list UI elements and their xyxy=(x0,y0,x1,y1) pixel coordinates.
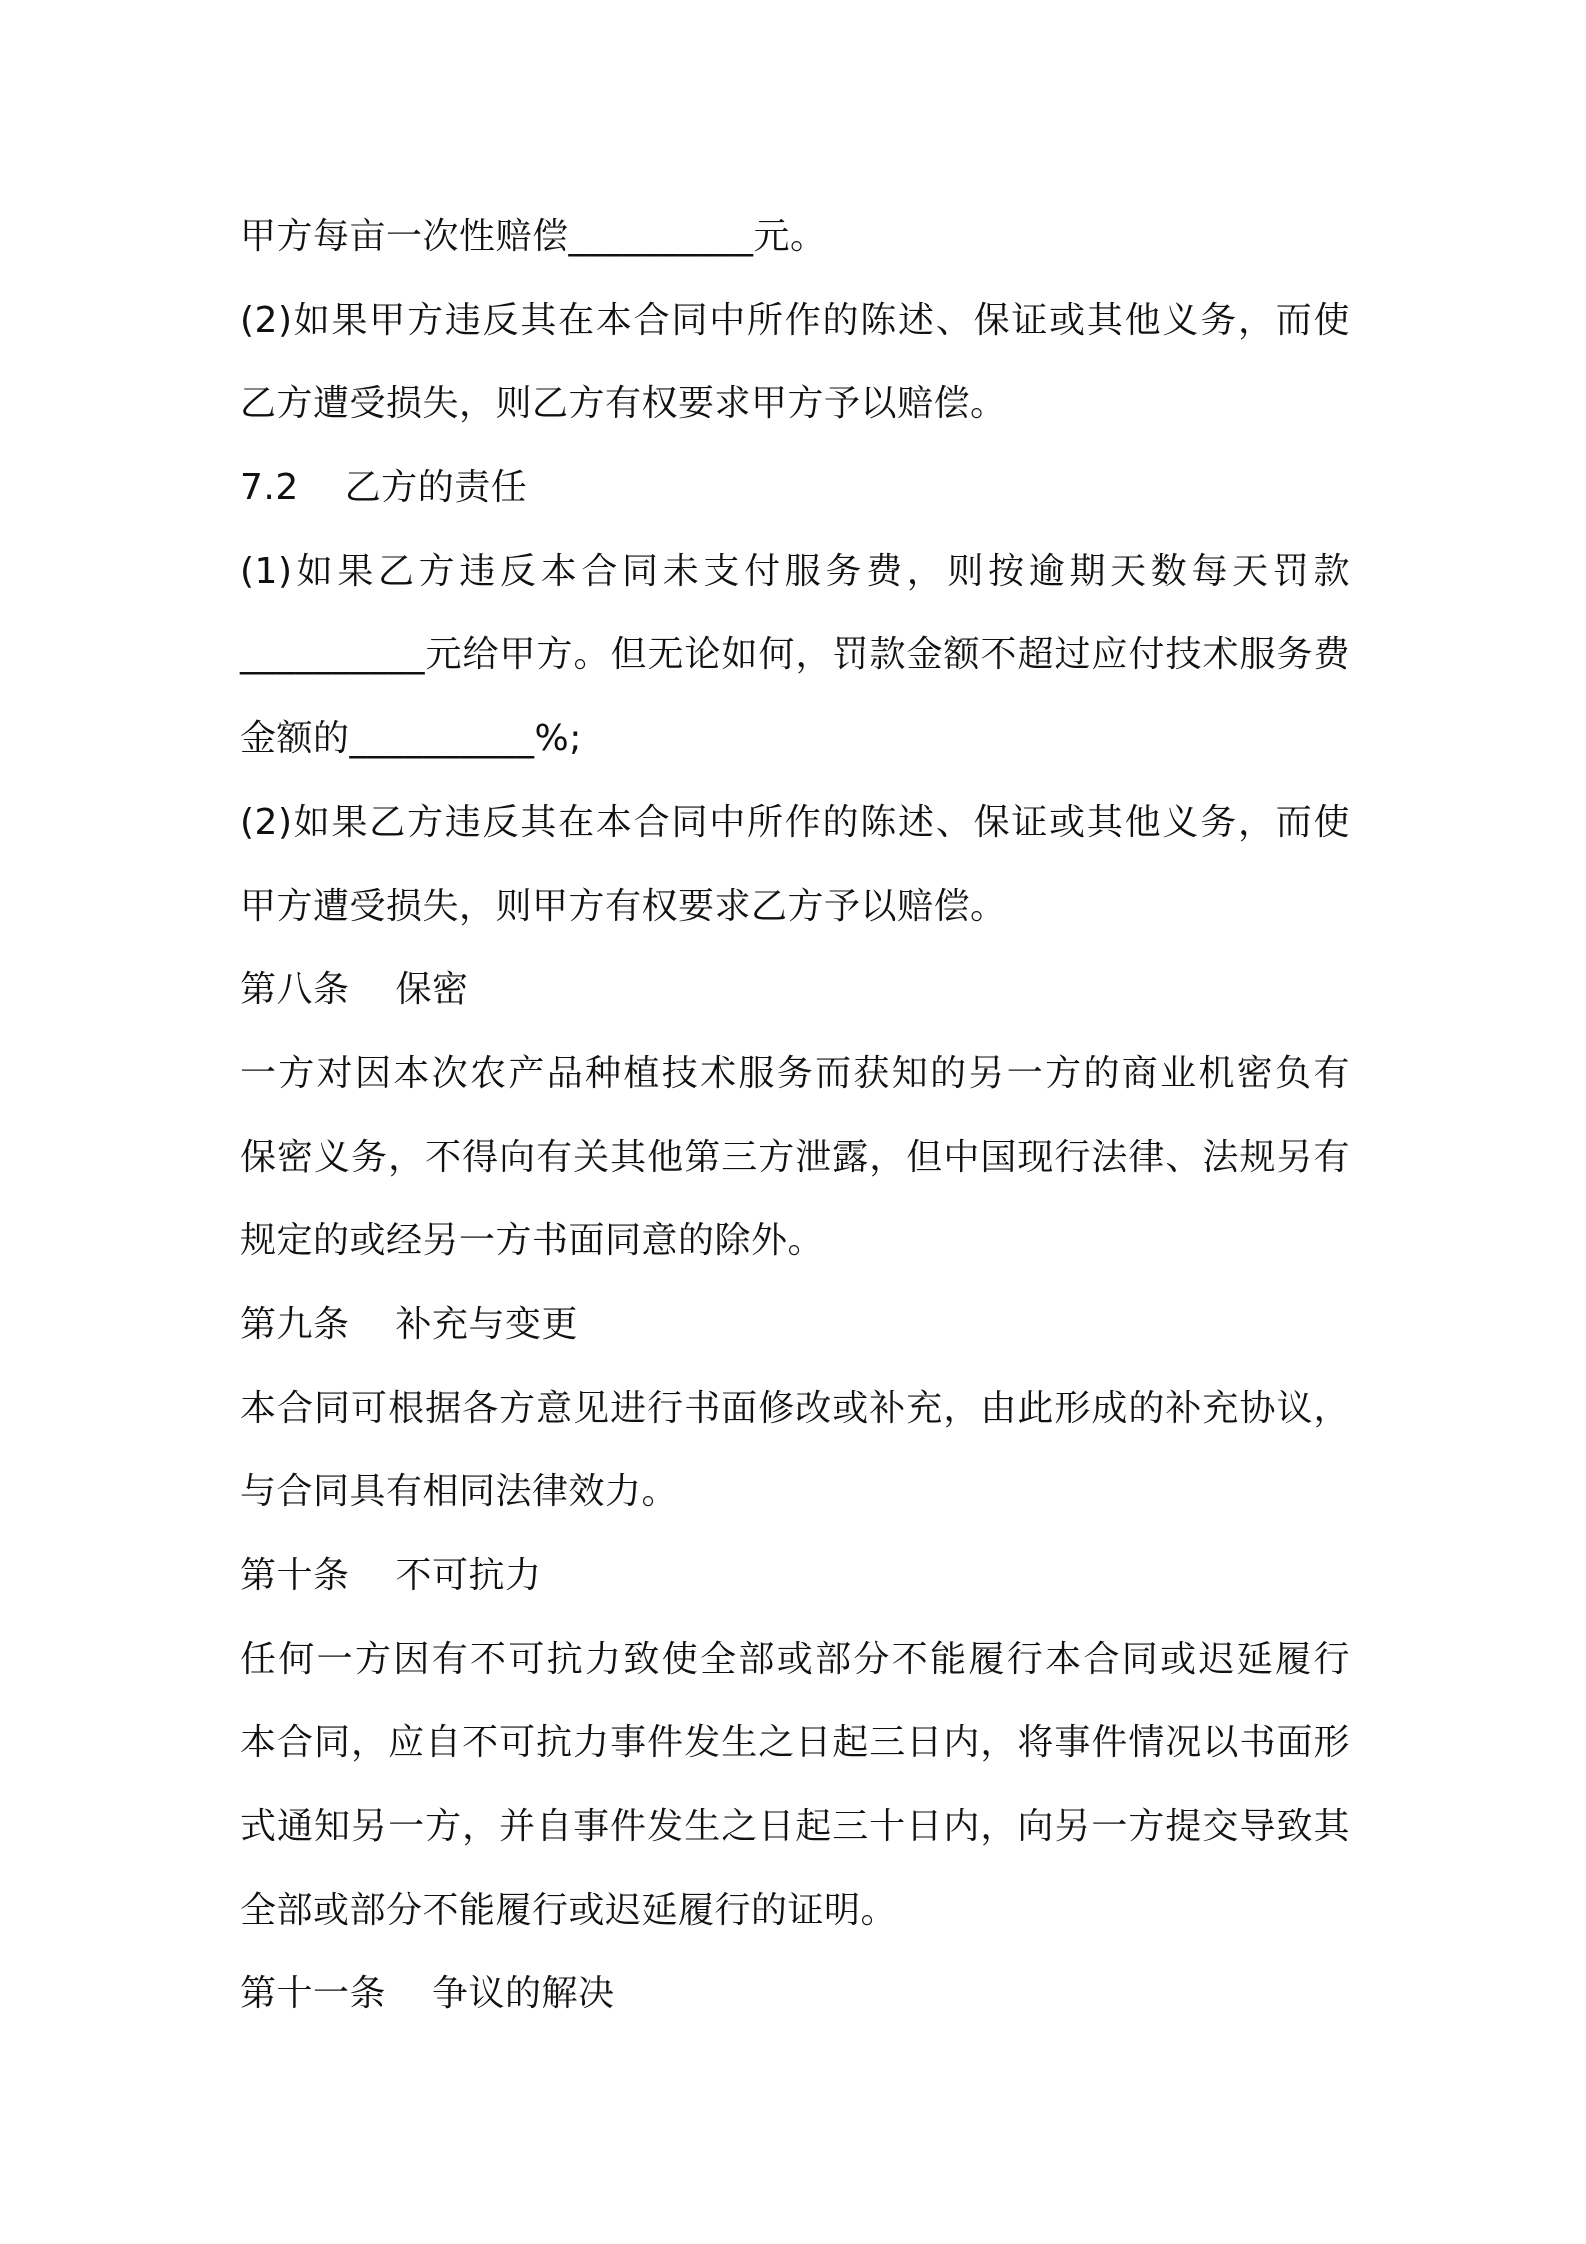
text-line: 全部或部分不能履行或迟延履行的证明。 xyxy=(240,1889,898,1931)
text-line: __________元给甲方。但无论如何，罚款金额不超过应付技术服务费 xyxy=(240,634,1350,676)
text-line: (1)如果乙方违反本合同未支付服务费，则按逾期天数每天罚款 xyxy=(240,550,1350,592)
section-title: 乙方的责任 xyxy=(344,467,528,509)
text-line: 一方对因本次农产品种植技术服务而获知的另一方的商业机密负有 xyxy=(240,1052,1350,1094)
text-line: 式通知另一方，并自事件发生之日起三十日内，向另一方提交导致其 xyxy=(240,1806,1350,1848)
text-line: 本合同可根据各方意见进行书面修改或补充，由此形成的补充协议， xyxy=(240,1387,1350,1429)
text-line: 规定的或经另一方书面同意的除外。 xyxy=(240,1220,825,1262)
article-heading xyxy=(240,1952,1350,2036)
document-page xyxy=(240,195,1350,2036)
text-line: 甲方每亩一次性赔偿__________元。 xyxy=(240,216,827,257)
section-heading xyxy=(240,446,1350,530)
text-line: 甲方遭受损失，则甲方有权要求乙方予以赔偿。 xyxy=(240,885,1007,927)
article-number: 第九条 xyxy=(240,1303,350,1345)
text-line: 金额的__________%; xyxy=(240,718,582,760)
text-line: (2)如果甲方违反其在本合同中所作的陈述、保证或其他义务，而使 xyxy=(240,299,1350,341)
article-heading xyxy=(240,1283,1350,1367)
text-line: 乙方遭受损失，则乙方有权要求甲方予以赔偿。 xyxy=(240,383,1007,425)
article-number: 第十一条 xyxy=(240,1973,387,2015)
article-title: 不可抗力 xyxy=(395,1555,542,1596)
article-heading xyxy=(240,948,1350,1032)
article-title: 保密 xyxy=(395,969,469,1011)
text-line: 与合同具有相同法律效力。 xyxy=(240,1471,679,1513)
text-line: (2)如果乙方违反其在本合同中所作的陈述、保证或其他义务，而使 xyxy=(240,801,1350,843)
article-number: 第十条 xyxy=(240,1555,350,1596)
article-heading xyxy=(240,1534,1350,1618)
text-line: 本合同，应自不可抗力事件发生之日起三日内，将事件情况以书面形 xyxy=(240,1722,1350,1764)
text-line: 任何一方因有不可抗力致使全部或部分不能履行本合同或迟延履行 xyxy=(240,1638,1350,1680)
article-number: 第八条 xyxy=(240,969,350,1011)
article-title: 补充与变更 xyxy=(395,1303,579,1345)
article-title: 争议的解决 xyxy=(432,1973,615,2015)
section-number: 7.2 xyxy=(240,467,299,509)
text-line: 保密义务，不得向有关其他第三方泄露，但中国现行法律、法规另有 xyxy=(240,1136,1350,1178)
